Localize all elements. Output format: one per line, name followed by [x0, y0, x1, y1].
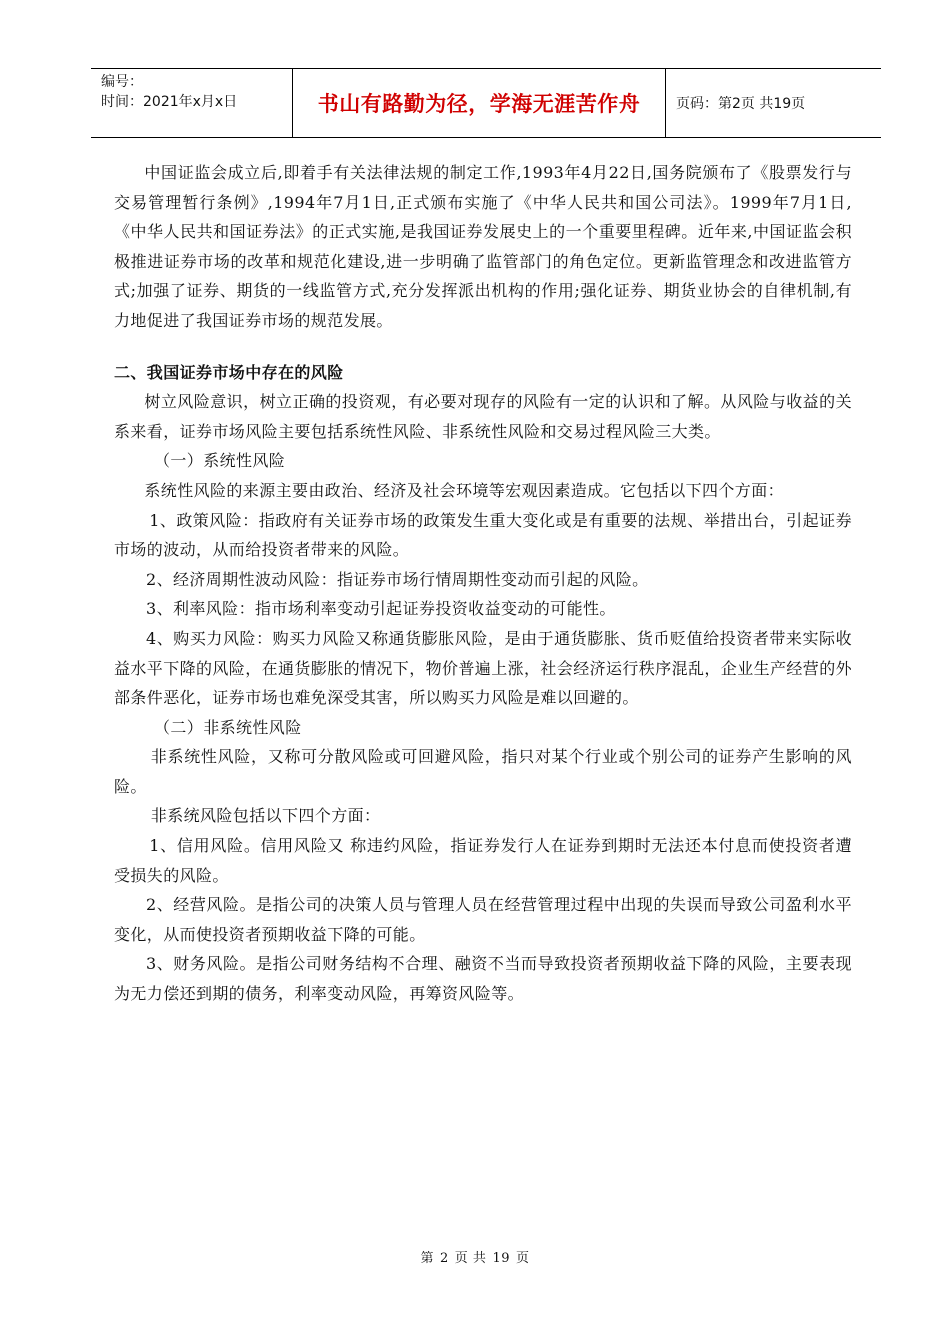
section-heading: 二、我国证券市场中存在的风险	[114, 362, 344, 382]
body-paragraph: 3、财务风险。是指公司财务结构不合理、融资不当而导致投资者预期收益下降的风险，主要表现为无力偿还到期的债务，利率变动风险，再筹资风险等。	[114, 954, 852, 1004]
header-meta	[91, 69, 293, 137]
body-paragraph: 2、经济周期性波动风险：指证券市场行情周期性变动而引起的风险。	[146, 569, 649, 589]
body-paragraph: 树立风险意识，树立正确的投资观，有必要对现存的风险有一定的认识和了解。从风险与收益的关系来看，证券市场风险主要包括系统性风险、非系统性风险和交易过程风险三大类。	[114, 392, 852, 441]
page-footer	[0, 1247, 950, 1266]
document-time-label: 时间：2021年x月x日	[101, 94, 238, 110]
document-number-label: 编号：	[101, 74, 143, 90]
body-paragraph: 4、购买力风险：购买力风险又称通货膨胀风险，是由于通货膨胀、货币贬值给投资者带来实际收益水平下降的风险，在通货膨胀的情况下，物价普遍上涨，社会经济运行秩序混乱，企业生产经营的外部条件恶化，证券市场也难免深受其害，所以购买力风险是难以回避的。	[114, 628, 853, 708]
body-paragraph: （一）系统性风险	[154, 451, 286, 471]
footer-total-pages: 19	[492, 1251, 510, 1266]
body-paragraph: 非系统性风险，又称可分散风险或可回避风险，指只对某个行业或个别公司的证券产生影响的风险。	[114, 747, 852, 796]
header-motto: 书山有路勤为径，学海无涯苦作舟	[317, 92, 641, 116]
footer-current-page: 2	[440, 1251, 449, 1266]
document-body	[114, 158, 852, 1009]
footer-mid: 页 共	[454, 1251, 487, 1266]
body-paragraph: 1、信用风险。信用风险又 称违约风险，指证券发行人在证券到期时无法还本付息而使投资者遭受损失的风险。	[114, 836, 852, 885]
footer-prefix: 第	[420, 1251, 435, 1266]
body-paragraph: 非系统风险包括以下四个方面：	[150, 806, 381, 826]
body-paragraph: 中国证监会成立后,即着手有关法律法规的制定工作,1993年4月22日,国务院颁布了《股票发行与交易管理暂行条例》,1994年7月1日,正式颁布实施了《中华人民共和国公司法》。1999年7月1日,《中华人民共和国证券法》的正式实施,是我国证券发展史上的一个重要里程碑。近年来,中国证监会积极推进证券市场的改革和规范化建设,进一步明确了监管部门的角色定位。更新监管理念和改进监管方式;加强了证券、期货的一线监管方式,充分发挥派出机构的作用;强化证券、期货业协会的自律机制,有力地促进了我国证券市场的规范发展。	[114, 163, 852, 330]
header-motto-cell	[293, 69, 666, 137]
body-paragraph: 1、政策风险：指政府有关证券市场的政策发生重大变化或是有重要的法规、举措出台，引起证券市场的波动，从而给投资者带来的风险。	[114, 510, 852, 560]
body-paragraph: 系统性风险的来源主要由政治、经济及社会环境等宏观因素造成。它包括以下四个方面：	[144, 480, 784, 500]
document-header	[91, 68, 881, 138]
body-paragraph: 3、利率风险：指市场利率变动引起证券投资收益变动的可能性。	[146, 599, 616, 619]
header-page-info: 页码：第2页 共19页	[676, 96, 806, 112]
footer-suffix: 页	[515, 1251, 530, 1266]
body-paragraph: （二）非系统性风险	[154, 717, 302, 737]
body-paragraph: 2、经营风险。是指公司的决策人员与管理人员在经营管理过程中出现的失误而导致公司盈利水平变化，从而使投资者预期收益下降的可能。	[114, 895, 852, 944]
